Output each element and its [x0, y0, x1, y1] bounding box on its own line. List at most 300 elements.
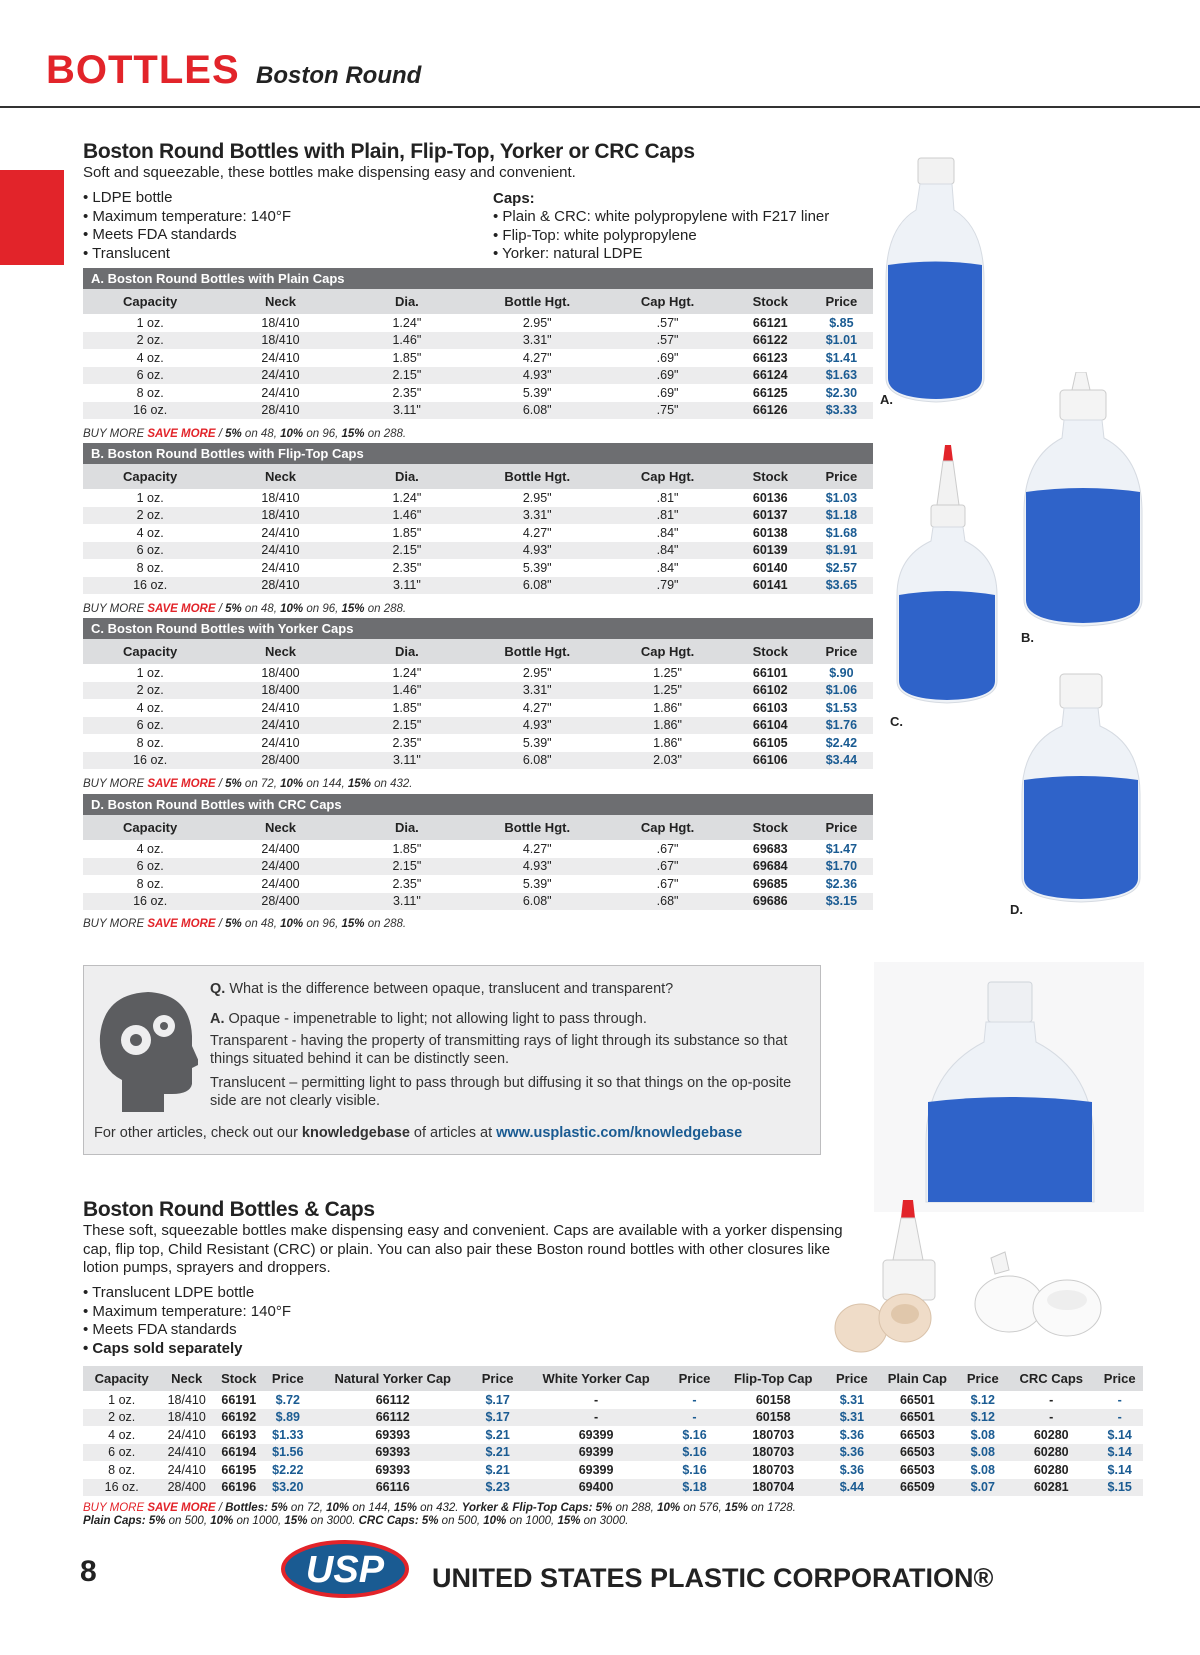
- column-header: Price: [671, 1366, 718, 1391]
- volume-discount-note: [83, 918, 406, 930]
- data-table: [83, 1366, 1143, 1496]
- table-cell: $.31: [829, 1409, 876, 1427]
- table-cell: 66191: [221, 1392, 257, 1407]
- table-cell: $.18: [671, 1479, 718, 1497]
- table-row: [83, 699, 873, 717]
- table-cell: $1.47: [825, 841, 858, 856]
- table-cell: 6 oz.: [83, 367, 217, 385]
- column-header: CRC Caps: [1006, 1366, 1096, 1391]
- table-cell: 8 oz.: [136, 560, 164, 575]
- discount-percent: 5%: [225, 428, 242, 440]
- table-row: [83, 858, 873, 876]
- table-cell: 69400: [521, 1479, 671, 1497]
- column-header: Neck: [217, 464, 343, 489]
- table-cell: 2.35": [392, 560, 422, 575]
- table-cell: 1.86": [604, 717, 730, 735]
- table-cell: 60136: [752, 490, 788, 505]
- table-cell: $3.65: [810, 577, 873, 595]
- separator: /: [218, 603, 226, 615]
- table-cell: 24/410: [217, 542, 343, 560]
- table-cell: $.21: [485, 1427, 510, 1442]
- table-cell: -: [1117, 1392, 1122, 1407]
- column-header: Price: [810, 464, 873, 489]
- table-cell: 66503: [875, 1444, 959, 1462]
- table-row: [83, 349, 873, 367]
- table-cell: 4 oz.: [136, 525, 164, 540]
- table-cell: 1.86": [653, 700, 682, 715]
- table-cell: 24/410: [261, 560, 300, 575]
- caps-list: [493, 208, 829, 264]
- table-cell: 28/400: [217, 893, 343, 911]
- table-cell: $1.06: [810, 682, 873, 700]
- table-cell: .84": [656, 560, 679, 575]
- table-cell: 1.25": [604, 682, 730, 700]
- buy-more-label: BUY MORE: [83, 918, 145, 930]
- table-cell: -: [692, 1392, 697, 1407]
- column-header: Neck: [160, 1366, 213, 1391]
- table-cell: 6 oz.: [83, 1444, 160, 1462]
- discount-quantity: on 144,: [303, 778, 348, 790]
- column-header: Cap Hgt.: [604, 289, 730, 314]
- table-cell: $1.68: [825, 525, 858, 540]
- discount-quantity: on 500,: [165, 1515, 211, 1527]
- table-cell: 18/410: [217, 332, 343, 350]
- table-header-row: [83, 464, 873, 489]
- image-label-b: B.: [1021, 630, 1034, 645]
- discount-percent: 10%: [326, 1502, 350, 1514]
- column-header: Capacity: [83, 289, 217, 314]
- column-header: Bottle Hgt.: [470, 464, 604, 489]
- table-cell: 6.08": [470, 893, 604, 911]
- discount-percent: 10%: [280, 778, 304, 790]
- image-label-d: D.: [1010, 902, 1023, 917]
- table-cell: 69399: [521, 1444, 671, 1462]
- discount-percent: 10%: [280, 603, 304, 615]
- table-cell: $2.36: [825, 876, 858, 891]
- table-cell: 1.24": [392, 315, 422, 330]
- table-cell: $.89: [265, 1409, 312, 1427]
- table-cell: 24/400: [217, 858, 343, 876]
- table-cell: .69": [656, 385, 679, 400]
- table-row: [83, 507, 873, 525]
- buy-more-label: BUY MORE: [83, 1502, 145, 1514]
- table-cell: 66195: [221, 1462, 257, 1477]
- volume-discount-note: [83, 1515, 628, 1527]
- column-header: Stock: [213, 1366, 265, 1391]
- table-cell: 1.24": [392, 490, 422, 505]
- buy-more-label: BUY MORE: [83, 603, 145, 615]
- volume-discount-note: [83, 428, 406, 440]
- table-header-row: [83, 1366, 1143, 1391]
- column-header: Plain Cap: [875, 1366, 959, 1391]
- buy-more-label: BUY MORE: [83, 778, 145, 790]
- table-cell: 66509: [875, 1479, 959, 1497]
- discount-quantity: on 432.: [416, 1502, 462, 1514]
- column-header: Bottle Hgt.: [470, 815, 604, 840]
- discount-tiers: [219, 918, 406, 930]
- qa-answer-opaque: A. Opaque - impenetrable to light; not allowing light to pass through.: [210, 1011, 647, 1027]
- table-cell: 28/400: [217, 752, 343, 770]
- table-cell: 5.39": [522, 385, 552, 400]
- table-cell: 2 oz.: [83, 507, 217, 525]
- table-title-bar: B. Boston Round Bottles with Flip-Top Caps: [83, 443, 873, 464]
- table-cell: 16 oz.: [83, 402, 217, 420]
- table-cell: .57": [604, 332, 730, 350]
- table-cell: 69399: [578, 1462, 614, 1477]
- table-cell: 3.11": [344, 752, 470, 770]
- discount-quantity: on 288,: [612, 1502, 658, 1514]
- table-cell: .69": [656, 350, 679, 365]
- table-cell: 60158: [718, 1409, 829, 1427]
- table-row: [83, 1479, 1143, 1497]
- table-cell: $.08: [960, 1444, 1007, 1462]
- table-cell: 2 oz.: [83, 1409, 160, 1427]
- table-cell: $.90: [829, 665, 854, 680]
- table-cell: -: [671, 1409, 718, 1427]
- table-cell: $1.76: [810, 717, 873, 735]
- table-row: [83, 734, 873, 752]
- table-cell: 1.46": [344, 507, 470, 525]
- table-cell: 4.93": [470, 367, 604, 385]
- table-cell: 18/410: [167, 1392, 206, 1407]
- table-title-bar: D. Boston Round Bottles with CRC Caps: [83, 794, 873, 815]
- product-table-plain-caps: [83, 268, 873, 419]
- column-header: Price: [810, 639, 873, 664]
- discount-tiers: [219, 778, 413, 790]
- discount-quantity: on 48,: [241, 918, 281, 930]
- table-cell: 8 oz.: [136, 876, 164, 891]
- table-cell: 69683: [752, 841, 788, 856]
- qa-footer: For other articles, check out our knowledgebase of articles at www.usplastic.com/knowledgebase: [94, 1125, 743, 1141]
- bottles-and-caps-table: [83, 1366, 1143, 1496]
- caps-heading: Caps:: [493, 190, 535, 207]
- table-cell: 60158: [755, 1392, 791, 1407]
- column-header: Bottle Hgt.: [470, 289, 604, 314]
- table-cell: 4.27": [522, 841, 552, 856]
- column-header: Bottle Hgt.: [470, 639, 604, 664]
- table-cell: 66125: [752, 385, 788, 400]
- table-cell: 8 oz.: [136, 385, 164, 400]
- table-cell: 1 oz.: [136, 315, 164, 330]
- table-row: [83, 840, 873, 858]
- table-cell: 18/410: [261, 315, 300, 330]
- table-cell: 66112: [311, 1409, 474, 1427]
- bottle-flip-top-cap-image: [1020, 372, 1148, 630]
- table-cell: 4.93": [470, 542, 604, 560]
- table-cell: 2.15": [344, 367, 470, 385]
- table-cell: 24/410: [261, 385, 300, 400]
- table-cell: 24/410: [261, 735, 300, 750]
- table-row: [83, 875, 873, 893]
- table-cell: $1.70: [810, 858, 873, 876]
- table-cell: 69685: [752, 876, 788, 891]
- discount-percent: Plain Caps: 5%: [83, 1515, 166, 1527]
- table-cell: .57": [656, 315, 679, 330]
- table-cell: 18/400: [217, 682, 343, 700]
- feature-item: • Maximum temperature: 140°F: [83, 208, 291, 227]
- column-header: Price: [810, 289, 873, 314]
- qa-question: Q. What is the difference between opaque, translucent and transparent?: [210, 981, 674, 997]
- table-cell: 1.86": [653, 735, 682, 750]
- qa-answer-transparent: Transparent - having the property of transmitting rays of light through its substance so that things situated behind it can be distinctly seen.: [210, 1033, 788, 1067]
- table-cell: 2.95": [522, 490, 552, 505]
- table-cell: 6.08": [470, 577, 604, 595]
- discount-percent: 15%: [341, 918, 365, 930]
- table-cell: $1.03: [825, 490, 858, 505]
- column-header: Dia.: [344, 639, 470, 664]
- discount-quantity: on 72,: [287, 1502, 327, 1514]
- data-table: [83, 639, 873, 769]
- table-cell: $.14: [1096, 1444, 1143, 1462]
- table-cell: $.36: [839, 1462, 865, 1477]
- table-row: [83, 1426, 1143, 1444]
- table-cell: 66503: [899, 1462, 935, 1477]
- table-cell: .81": [604, 507, 730, 525]
- table-cell: 66503: [899, 1427, 935, 1442]
- table-row: [83, 682, 873, 700]
- column-header: Neck: [217, 289, 343, 314]
- table-row: [83, 664, 873, 682]
- column-header: Natural Yorker Cap: [311, 1366, 474, 1391]
- table-cell: 24/410: [167, 1462, 206, 1477]
- column-header: Neck: [217, 639, 343, 664]
- separator: /: [218, 918, 226, 930]
- page-category-title: BOTTLES: [46, 48, 240, 92]
- table-cell: 24/400: [261, 876, 300, 891]
- table-row: [83, 717, 873, 735]
- table-cell: 2.15": [344, 858, 470, 876]
- table-row: [83, 332, 873, 350]
- discount-percent: 15%: [341, 428, 365, 440]
- table-cell: 5.39": [522, 560, 552, 575]
- discount-quantity: on 500,: [438, 1515, 484, 1527]
- save-more-label: SAVE MORE: [147, 603, 216, 615]
- table-cell: 4.93": [470, 858, 604, 876]
- column-header: Price: [960, 1366, 1007, 1391]
- table-cell: 24/410: [261, 350, 300, 365]
- table-cell: 69393: [375, 1427, 411, 1442]
- product-table-yorker-caps: [83, 618, 873, 769]
- table-row: [83, 489, 873, 507]
- data-table: [83, 815, 873, 910]
- table-cell: $2.30: [825, 385, 858, 400]
- table-cell: 6 oz.: [83, 858, 217, 876]
- table-cell: 1 oz.: [108, 1392, 136, 1407]
- column-header: White Yorker Cap: [521, 1366, 671, 1391]
- column-header: Cap Hgt.: [604, 815, 730, 840]
- table-cell: $.16: [682, 1462, 707, 1477]
- table-cell: 1.46": [344, 332, 470, 350]
- section2-title: Boston Round Bottles & Caps: [83, 1198, 375, 1221]
- table-cell: $3.44: [810, 752, 873, 770]
- table-cell: 69399: [578, 1427, 614, 1442]
- table-cell: $.31: [839, 1392, 865, 1407]
- discount-quantity: on 1000,: [233, 1515, 285, 1527]
- discount-percent: 15%: [347, 778, 371, 790]
- table-cell: 69393: [375, 1462, 411, 1477]
- table-cell: $2.42: [825, 735, 858, 750]
- column-header: Capacity: [83, 815, 217, 840]
- table-cell: 60280: [1006, 1444, 1096, 1462]
- table-cell: $3.20: [265, 1479, 312, 1497]
- feature-item: • Meets FDA standards: [83, 1321, 291, 1340]
- table-cell: 69686: [731, 893, 810, 911]
- table-cell: .81": [656, 490, 679, 505]
- discount-quantity: on 144,: [349, 1502, 394, 1514]
- bottle-yorker-cap-image: [893, 445, 1001, 707]
- table-cell: $1.18: [810, 507, 873, 525]
- section2-description: These soft, squeezable bottles make dispensing easy and convenient. Caps are available with a yorker dispensing cap, flip top, Child Resistant (CRC) or plain. You can also pair these Boston round bottles with other closures like lotion pumps, sprayers and droppers.: [83, 1222, 843, 1276]
- table-cell: $1.41: [825, 350, 858, 365]
- table-cell: 66102: [731, 682, 810, 700]
- feature-item: • Caps sold separately: [83, 1340, 291, 1359]
- table-row: [83, 384, 873, 402]
- image-label-a: A.: [880, 392, 893, 407]
- discount-percent: 15%: [341, 603, 365, 615]
- table-cell: 4.93": [470, 717, 604, 735]
- table-cell: $1.33: [272, 1427, 304, 1442]
- table-cell: 4 oz.: [136, 700, 164, 715]
- table-cell: $.08: [970, 1462, 995, 1477]
- table-cell: 3.31": [470, 507, 604, 525]
- table-cell: 66123: [752, 350, 788, 365]
- discount-quantity: on 48,: [241, 428, 281, 440]
- table-cell: 1 oz.: [136, 665, 164, 680]
- discount-quantity: on 96,: [303, 428, 342, 440]
- table-cell: 2.35": [392, 735, 422, 750]
- table-cell: 2 oz.: [83, 682, 217, 700]
- table-cell: $2.57: [825, 560, 858, 575]
- discount-quantity: on 3000.: [580, 1515, 629, 1527]
- table-cell: 60140: [752, 560, 788, 575]
- table-cell: 60138: [752, 525, 788, 540]
- table-cell: $.16: [671, 1444, 718, 1462]
- table-cell: 1 oz.: [136, 490, 164, 505]
- table-cell: .79": [604, 577, 730, 595]
- table-cell: 3.11": [344, 893, 470, 911]
- table-cell: 16 oz.: [83, 1479, 160, 1497]
- column-header: Stock: [731, 289, 810, 314]
- discount-quantity: on 576,: [680, 1502, 725, 1514]
- feature-item: • LDPE bottle: [83, 189, 291, 208]
- table-cell: 24/410: [261, 700, 300, 715]
- table-row: [83, 559, 873, 577]
- column-header: Cap Hgt.: [604, 464, 730, 489]
- discount-percent: 15%: [393, 1502, 417, 1514]
- table-cell: 4 oz.: [136, 841, 164, 856]
- table-cell: 1.85": [392, 841, 422, 856]
- table-row: [83, 524, 873, 542]
- table-title-bar: C. Boston Round Bottles with Yorker Caps: [83, 618, 873, 639]
- table-cell: 69684: [731, 858, 810, 876]
- table-cell: 2.35": [392, 385, 422, 400]
- table-cell: 66121: [752, 315, 788, 330]
- table-cell: 2.15": [344, 717, 470, 735]
- page-category-subtitle: Boston Round: [256, 62, 422, 89]
- feature-item: • Translucent LDPE bottle: [83, 1284, 291, 1303]
- svg-text:USP: USP: [305, 1549, 385, 1591]
- discount-percent: 10%: [657, 1502, 681, 1514]
- section-tab-marker: [0, 170, 64, 265]
- knowledgebase-link[interactable]: www.usplastic.com/knowledgebase: [496, 1125, 743, 1141]
- table-cell: -: [521, 1409, 671, 1427]
- buy-more-label: BUY MORE: [83, 428, 145, 440]
- caps-item: • Flip-Top: white polypropylene: [493, 227, 829, 246]
- table-cell: $3.15: [810, 893, 873, 911]
- column-header: Stock: [731, 639, 810, 664]
- discount-quantity: on 288.: [364, 918, 407, 930]
- table-title-bar: A. Boston Round Bottles with Plain Caps: [83, 268, 873, 289]
- discount-tiers: [219, 603, 406, 615]
- table-cell: 180703: [752, 1462, 795, 1477]
- table-cell: 4 oz.: [136, 350, 164, 365]
- table-cell: $1.53: [825, 700, 858, 715]
- table-row: [83, 1409, 1143, 1427]
- table-cell: 69393: [311, 1444, 474, 1462]
- discount-quantity: on 288.: [364, 603, 407, 615]
- table-cell: $.07: [960, 1479, 1007, 1497]
- table-cell: 66112: [375, 1392, 410, 1407]
- save-more-label: SAVE MORE: [147, 918, 216, 930]
- table-cell: 24/410: [261, 525, 300, 540]
- discount-percent: 10%: [280, 918, 304, 930]
- table-cell: $.36: [839, 1427, 865, 1442]
- table-cell: 2.15": [344, 542, 470, 560]
- table-cell: 60281: [1006, 1479, 1096, 1497]
- table-cell: 18/410: [160, 1409, 213, 1427]
- table-cell: .84": [604, 542, 730, 560]
- column-header: Price: [1096, 1366, 1143, 1391]
- table-cell: 8 oz.: [108, 1462, 136, 1477]
- table-cell: 66122: [731, 332, 810, 350]
- table-cell: $.14: [1107, 1427, 1132, 1442]
- table-cell: $.21: [485, 1462, 510, 1477]
- table-cell: 24/410: [160, 1444, 213, 1462]
- table-cell: 28/410: [217, 402, 343, 420]
- volume-discount-note: [83, 603, 406, 615]
- discount-quantity: on 288.: [364, 428, 407, 440]
- table-cell: -: [1049, 1392, 1054, 1407]
- table-cell: 6.08": [470, 402, 604, 420]
- table-cell: .67": [656, 876, 679, 891]
- table-cell: 3.11": [344, 402, 470, 420]
- table-cell: .68": [604, 893, 730, 911]
- table-cell: 4.27": [522, 525, 552, 540]
- column-header: Capacity: [83, 464, 217, 489]
- table-row: [83, 367, 873, 385]
- table-row: [83, 402, 873, 420]
- discount-percent: CRC Caps: 5%: [358, 1515, 439, 1527]
- column-header: Stock: [731, 464, 810, 489]
- save-more-label: SAVE MORE: [147, 428, 216, 440]
- table-cell: .84": [656, 525, 679, 540]
- discount-percent: 5%: [225, 918, 242, 930]
- table-cell: 66501: [875, 1409, 959, 1427]
- table-cell: 2.95": [522, 665, 552, 680]
- table-cell: 4 oz.: [108, 1427, 136, 1442]
- table-cell: 16 oz.: [83, 893, 217, 911]
- table-cell: 16 oz.: [83, 752, 217, 770]
- table-cell: $.72: [275, 1392, 300, 1407]
- table-cell: -: [1006, 1409, 1096, 1427]
- table-header-row: [83, 815, 873, 840]
- column-header: Neck: [217, 815, 343, 840]
- table-cell: 1.46": [344, 682, 470, 700]
- table-cell: $1.91: [810, 542, 873, 560]
- product-table-flip-top-caps: [83, 443, 873, 594]
- table-cell: $1.56: [265, 1444, 312, 1462]
- table-cell: 4.27": [522, 350, 552, 365]
